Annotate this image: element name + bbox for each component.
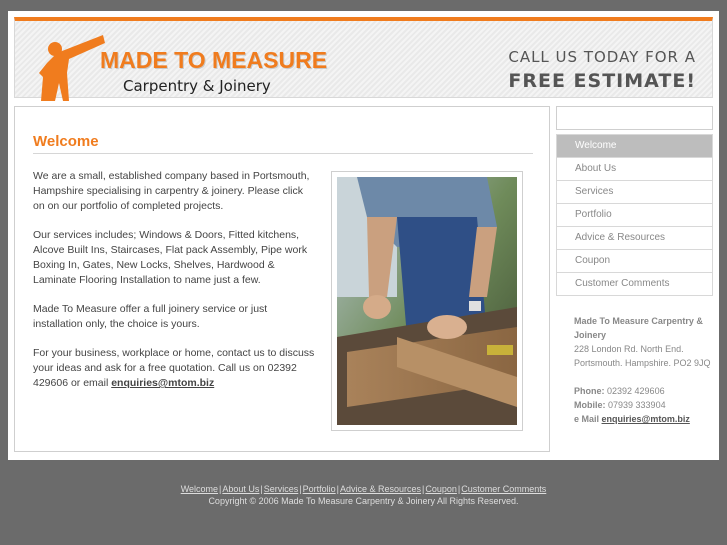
email-row — [574, 412, 713, 426]
photo-frame — [331, 171, 523, 431]
carpenter-logo-icon — [33, 33, 105, 101]
contact-info — [556, 314, 713, 426]
phone-label: Phone: — [574, 386, 605, 396]
sidebar-nav — [556, 134, 713, 296]
search-input[interactable] — [556, 106, 713, 130]
sidebar-item-portfolio[interactable]: Portfolio — [557, 204, 712, 227]
site-header — [14, 17, 713, 98]
cta-line-2: FREE ESTIMATE! — [508, 70, 696, 92]
copyright-text: Copyright © 2006 Made To Measure Carpentry & Joinery All Rights Reserved. — [208, 496, 519, 506]
footer-link-services[interactable]: Services — [263, 484, 299, 494]
mobile-row — [574, 398, 713, 412]
title-divider — [33, 153, 533, 154]
footer-separator: | — [299, 484, 302, 494]
sidebar-email-link[interactable]: enquiries@mtom.biz — [601, 414, 690, 424]
footer-separator: | — [422, 484, 425, 494]
address-line-1: 228 London Rd. North End. — [574, 344, 684, 354]
footer-link-coupon[interactable]: Coupon — [425, 484, 457, 494]
cta-line-1: CALL US TODAY FOR A — [508, 48, 696, 66]
service-offer-paragraph: Made To Measure offer a full joinery service or just installation only, the choice is yours. — [33, 303, 268, 330]
intro-paragraph: We are a small, established company based in Portsmouth, Hampshire specialising in carpentry & joinery. Please click on on our portfolio of completed projects. — [33, 170, 310, 212]
footer-separator: | — [260, 484, 263, 494]
footer-nav — [0, 484, 727, 494]
footer-separator: | — [219, 484, 222, 494]
footer-separator: | — [457, 484, 461, 494]
logo-title: MADE TO MEASURE — [100, 47, 328, 73]
sidebar-item-advice-resources[interactable]: Advice & Resources — [557, 227, 712, 250]
email-label: e Mail — [574, 414, 600, 424]
phone-number: 02392 429606 — [607, 386, 665, 396]
contact-spacer — [574, 370, 713, 384]
phone-row — [574, 384, 713, 398]
mobile-number: 07939 333904 — [608, 400, 666, 410]
main-content — [14, 106, 550, 452]
footer-link-portfolio[interactable]: Portfolio — [302, 484, 336, 494]
email-link[interactable]: enquiries@mtom.biz — [111, 377, 215, 389]
sidebar — [556, 106, 713, 426]
logo-subtitle: Carpentry & Joinery — [123, 77, 271, 95]
sidebar-item-about-us[interactable]: About Us — [557, 158, 712, 181]
contact-paragraph-text: For your business, workplace or home, contact us to discuss your ideas and ask for a free quotation. Call us on 02392 429606 or email — [33, 347, 315, 389]
carpenter-at-work-photo — [337, 177, 517, 425]
page-title: Welcome — [33, 133, 99, 150]
sidebar-item-services[interactable]: Services — [557, 181, 712, 204]
sidebar-item-welcome[interactable]: Welcome — [557, 135, 712, 158]
company-name: Made To Measure Carpentry & Joinery — [574, 316, 703, 340]
contact-paragraph — [33, 346, 315, 391]
footer-link-about-us[interactable]: About Us — [222, 484, 260, 494]
services-paragraph: Our services includes; Windows & Doors, Fitted kitchens, Alcove Built Ins, Staircases, Flat pack Assembly, Pipe work Boxing In, Gates, New Locks, Shelves, Hardwood & Laminate Flooring Installation to name just a few. — [33, 229, 308, 286]
footer-separator: | — [336, 484, 339, 494]
content-text — [33, 169, 315, 405]
page-frame — [8, 11, 719, 460]
sidebar-item-coupon[interactable]: Coupon — [557, 250, 712, 273]
footer-link-advice-resources[interactable]: Advice & Resources — [340, 484, 422, 494]
footer-link-customer-comments[interactable]: Customer Comments — [461, 484, 547, 494]
footer-link-welcome[interactable]: Welcome — [180, 484, 219, 494]
address-line-2: Portsmouth. Hampshire. PO2 9JQ — [574, 358, 711, 368]
mobile-label: Mobile: — [574, 400, 606, 410]
sidebar-item-customer-comments[interactable]: Customer Comments — [557, 273, 712, 296]
